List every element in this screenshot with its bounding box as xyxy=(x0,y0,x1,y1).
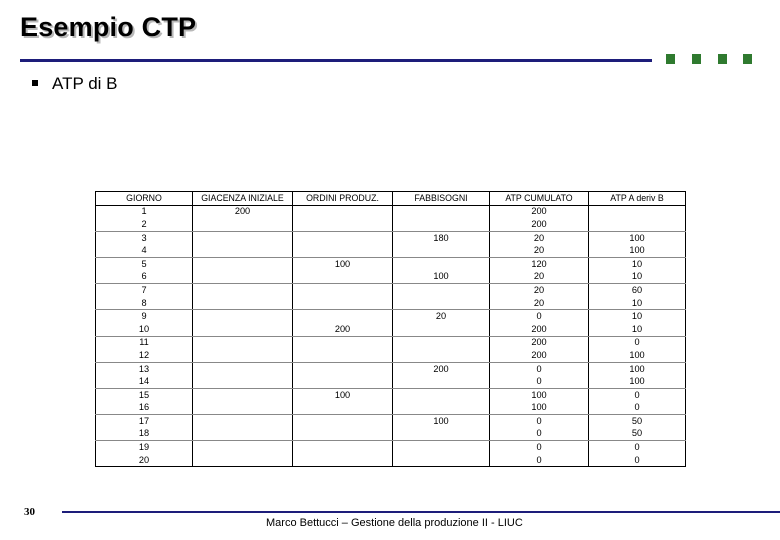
table-row xyxy=(96,310,686,323)
cell-ordini xyxy=(293,415,393,428)
cell-ordini: 100 xyxy=(293,388,393,401)
cell-fabbisogni xyxy=(393,349,490,362)
table-row xyxy=(96,454,686,467)
cell-fabbisogni xyxy=(393,323,490,336)
cell-giorno: 7 xyxy=(96,284,193,297)
cell-giacenza xyxy=(193,362,293,375)
cell-atp-deriv: 50 xyxy=(589,428,686,441)
cell-atp-cumulato: 100 xyxy=(490,388,589,401)
cell-fabbisogni: 100 xyxy=(393,415,490,428)
cell-giacenza xyxy=(193,428,293,441)
cell-ordini xyxy=(293,205,393,218)
cell-giacenza xyxy=(193,297,293,310)
cell-giacenza xyxy=(193,218,293,231)
decor-icon-4 xyxy=(743,54,752,64)
table-row xyxy=(96,257,686,270)
cell-giacenza xyxy=(193,284,293,297)
cell-atp-cumulato: 20 xyxy=(490,244,589,257)
cell-giacenza xyxy=(193,310,293,323)
table-row xyxy=(96,323,686,336)
cell-giacenza xyxy=(193,441,293,454)
cell-giorno: 5 xyxy=(96,257,193,270)
cell-atp-cumulato: 200 xyxy=(490,323,589,336)
atp-table xyxy=(95,191,686,467)
cell-giorno: 15 xyxy=(96,388,193,401)
cell-atp-deriv: 0 xyxy=(589,441,686,454)
cell-giacenza xyxy=(193,388,293,401)
table-row xyxy=(96,428,686,441)
cell-atp-deriv: 0 xyxy=(589,336,686,349)
cell-atp-cumulato: 0 xyxy=(490,454,589,467)
cell-giorno: 16 xyxy=(96,402,193,415)
cell-fabbisogni: 180 xyxy=(393,231,490,244)
footer-text: Marco Bettucci – Gestione della produzione II - LIUC xyxy=(266,517,523,529)
cell-atp-deriv: 10 xyxy=(589,257,686,270)
cell-atp-deriv xyxy=(589,218,686,231)
cell-atp-deriv: 10 xyxy=(589,297,686,310)
table-row xyxy=(96,388,686,401)
cell-giorno: 12 xyxy=(96,349,193,362)
cell-ordini xyxy=(293,375,393,388)
cell-giorno: 14 xyxy=(96,375,193,388)
cell-atp-deriv: 0 xyxy=(589,454,686,467)
cell-atp-deriv: 10 xyxy=(589,310,686,323)
table-row xyxy=(96,362,686,375)
header-fabbisogni: FABBISOGNI xyxy=(393,192,490,206)
cell-ordini xyxy=(293,231,393,244)
footer-divider xyxy=(62,511,780,513)
cell-atp-cumulato: 0 xyxy=(490,441,589,454)
cell-ordini xyxy=(293,271,393,284)
cell-giorno: 2 xyxy=(96,218,193,231)
table-row xyxy=(96,415,686,428)
cell-atp-cumulato: 20 xyxy=(490,231,589,244)
cell-giorno: 17 xyxy=(96,415,193,428)
cell-atp-deriv: 0 xyxy=(589,402,686,415)
cell-atp-cumulato: 0 xyxy=(490,362,589,375)
cell-fabbisogni xyxy=(393,257,490,270)
cell-ordini: 200 xyxy=(293,323,393,336)
cell-ordini xyxy=(293,284,393,297)
cell-fabbisogni xyxy=(393,244,490,257)
cell-giacenza: 200 xyxy=(193,205,293,218)
cell-giorno: 19 xyxy=(96,441,193,454)
cell-giorno: 20 xyxy=(96,454,193,467)
cell-ordini xyxy=(293,402,393,415)
cell-ordini xyxy=(293,310,393,323)
cell-atp-deriv: 0 xyxy=(589,388,686,401)
cell-atp-deriv: 10 xyxy=(589,271,686,284)
cell-atp-deriv: 100 xyxy=(589,349,686,362)
cell-atp-deriv: 100 xyxy=(589,231,686,244)
cell-fabbisogni xyxy=(393,388,490,401)
table-row xyxy=(96,271,686,284)
cell-giorno: 18 xyxy=(96,428,193,441)
slide-title: Esempio CTP xyxy=(20,12,197,42)
cell-atp-cumulato: 0 xyxy=(490,375,589,388)
cell-fabbisogni xyxy=(393,205,490,218)
bullet-item xyxy=(32,74,118,94)
cell-atp-cumulato: 0 xyxy=(490,428,589,441)
cell-fabbisogni xyxy=(393,284,490,297)
page-number: 30 xyxy=(24,506,35,518)
cell-fabbisogni xyxy=(393,402,490,415)
cell-fabbisogni: 20 xyxy=(393,310,490,323)
cell-fabbisogni xyxy=(393,336,490,349)
header-giorno: GIORNO xyxy=(96,192,193,206)
cell-giacenza xyxy=(193,257,293,270)
cell-atp-cumulato: 200 xyxy=(490,349,589,362)
table-row xyxy=(96,284,686,297)
cell-atp-cumulato: 0 xyxy=(490,310,589,323)
cell-ordini xyxy=(293,454,393,467)
table-row xyxy=(96,375,686,388)
cell-atp-deriv xyxy=(589,205,686,218)
header-atp-cumulato: ATP CUMULATO xyxy=(490,192,589,206)
cell-ordini xyxy=(293,297,393,310)
cell-giacenza xyxy=(193,323,293,336)
cell-giacenza xyxy=(193,375,293,388)
cell-ordini xyxy=(293,428,393,441)
cell-giorno: 8 xyxy=(96,297,193,310)
cell-giacenza xyxy=(193,349,293,362)
cell-atp-cumulato: 20 xyxy=(490,284,589,297)
cell-atp-deriv: 100 xyxy=(589,362,686,375)
cell-giacenza xyxy=(193,415,293,428)
cell-atp-cumulato: 200 xyxy=(490,336,589,349)
cell-atp-cumulato: 120 xyxy=(490,257,589,270)
cell-atp-cumulato: 100 xyxy=(490,402,589,415)
cell-giorno: 9 xyxy=(96,310,193,323)
cell-giorno: 4 xyxy=(96,244,193,257)
table-row xyxy=(96,336,686,349)
table-row xyxy=(96,244,686,257)
cell-ordini xyxy=(293,362,393,375)
cell-giacenza xyxy=(193,231,293,244)
cell-fabbisogni xyxy=(393,428,490,441)
decor-icon-2 xyxy=(692,54,701,64)
bullet-text: ATP di B xyxy=(52,74,118,93)
cell-fabbisogni: 100 xyxy=(393,271,490,284)
cell-fabbisogni xyxy=(393,375,490,388)
cell-giorno: 11 xyxy=(96,336,193,349)
cell-fabbisogni: 200 xyxy=(393,362,490,375)
cell-ordini xyxy=(293,441,393,454)
cell-atp-deriv: 100 xyxy=(589,244,686,257)
cell-fabbisogni xyxy=(393,218,490,231)
table-row xyxy=(96,297,686,310)
table-row xyxy=(96,231,686,244)
cell-giorno: 6 xyxy=(96,271,193,284)
cell-giacenza xyxy=(193,336,293,349)
cell-ordini: 100 xyxy=(293,257,393,270)
cell-ordini xyxy=(293,244,393,257)
table-row xyxy=(96,441,686,454)
cell-fabbisogni xyxy=(393,454,490,467)
cell-atp-deriv: 10 xyxy=(589,323,686,336)
cell-giorno: 13 xyxy=(96,362,193,375)
cell-atp-deriv: 100 xyxy=(589,375,686,388)
cell-giacenza xyxy=(193,244,293,257)
cell-atp-cumulato: 200 xyxy=(490,205,589,218)
table-row xyxy=(96,218,686,231)
cell-atp-cumulato: 200 xyxy=(490,218,589,231)
cell-giorno: 1 xyxy=(96,205,193,218)
cell-fabbisogni xyxy=(393,297,490,310)
table-row xyxy=(96,349,686,362)
cell-giacenza xyxy=(193,454,293,467)
cell-atp-cumulato: 20 xyxy=(490,271,589,284)
decor-icon-1 xyxy=(666,54,675,64)
cell-giorno: 10 xyxy=(96,323,193,336)
cell-atp-cumulato: 0 xyxy=(490,415,589,428)
header-atp-deriv: ATP A deriv B xyxy=(589,192,686,206)
cell-ordini xyxy=(293,349,393,362)
table-header-row xyxy=(96,192,686,206)
cell-giorno: 3 xyxy=(96,231,193,244)
cell-giacenza xyxy=(193,271,293,284)
cell-atp-deriv: 60 xyxy=(589,284,686,297)
table-row xyxy=(96,402,686,415)
cell-ordini xyxy=(293,336,393,349)
header-ordini: ORDINI PRODUZ. xyxy=(293,192,393,206)
decor-icon-3 xyxy=(718,54,727,64)
cell-atp-cumulato: 20 xyxy=(490,297,589,310)
cell-atp-deriv: 50 xyxy=(589,415,686,428)
cell-giacenza xyxy=(193,402,293,415)
cell-fabbisogni xyxy=(393,441,490,454)
header-giacenza: GIACENZA INIZIALE xyxy=(193,192,293,206)
title-divider xyxy=(20,59,652,62)
cell-ordini xyxy=(293,218,393,231)
table-row xyxy=(96,205,686,218)
square-bullet-icon xyxy=(32,80,38,86)
